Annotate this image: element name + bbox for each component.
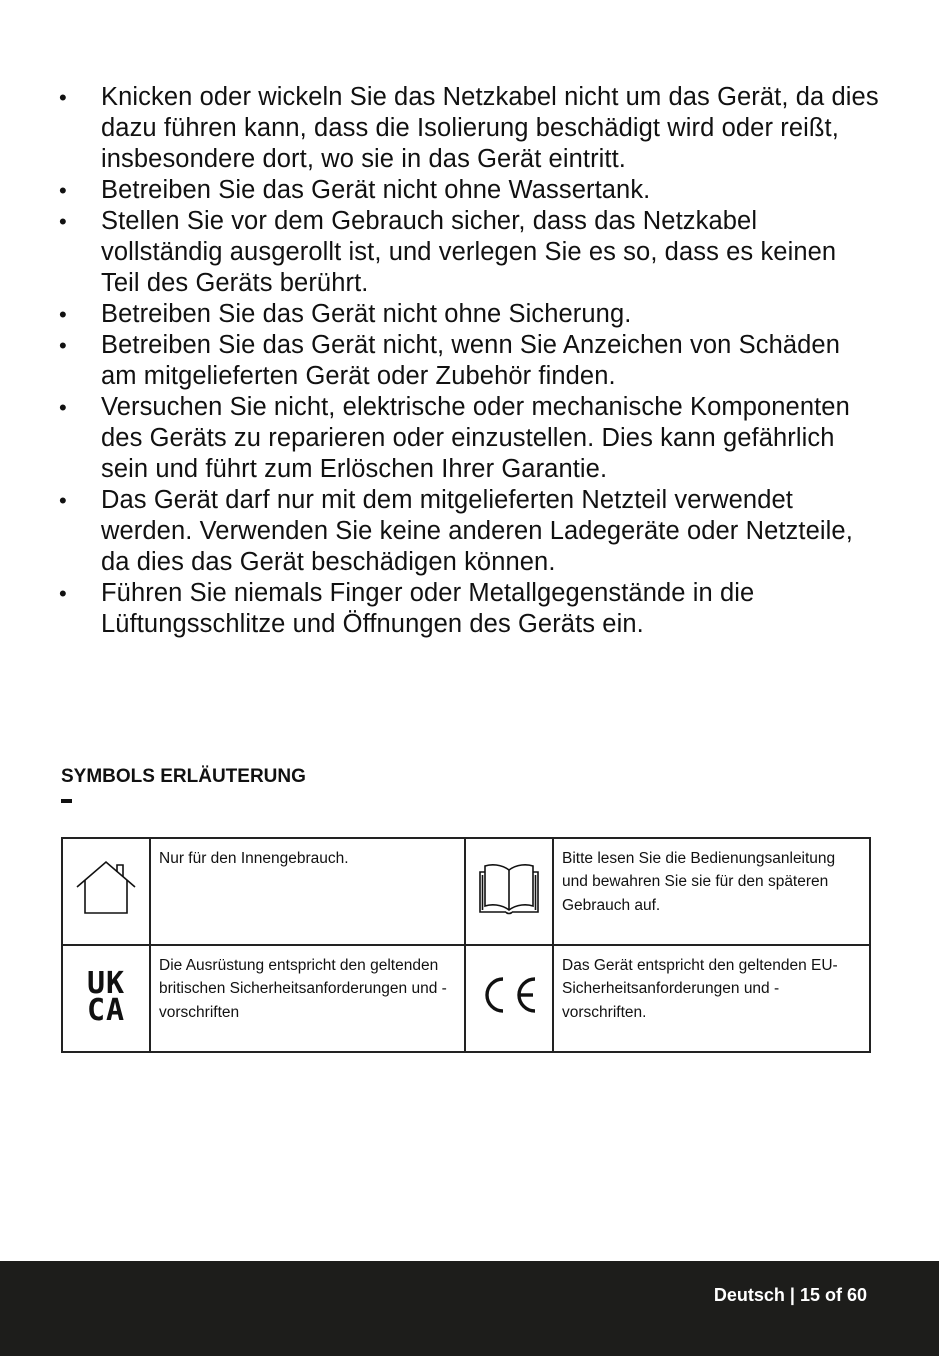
bullet-item: • Führen Sie niemals Finger oder Metallgegenstände in die Lüftungsschlitze und Öffnungen des Geräts ein. <box>59 579 755 638</box>
ce-mark-icon <box>478 975 540 1015</box>
bullet-item: • Betreiben Sie das Gerät nicht ohne Wassertank. <box>59 176 651 204</box>
ce-description: Das Gerät entspricht den geltenden EU-Sicherheitsanforderungen und -vorschriften. <box>553 945 870 1052</box>
book-icon <box>477 860 541 916</box>
section-title: SYMBOLS ERLÄUTERUNG <box>61 766 306 787</box>
title-underline-dash <box>61 799 72 803</box>
indoor-icon-cell <box>62 838 150 945</box>
ukca-description: Die Ausrüstung entspricht den geltenden britischen Sicherheitsanforderungen und -vorschriften <box>150 945 465 1052</box>
ukca-mark-top: UK <box>86 965 126 1001</box>
symbols-table <box>61 837 871 1053</box>
page-number-label: Deutsch | 15 of 60 <box>713 1285 867 1305</box>
bullet-item: • Knicken oder wickeln Sie das Netzkabel nicht um das Gerät, da dies dazu führen kann, dass die Isolierung beschädigt wird oder reißt, insbesondere dort, wo sie in das Gerät eintritt. <box>59 83 879 173</box>
ce-icon-cell <box>465 945 553 1052</box>
page-footer <box>0 1261 939 1356</box>
bullet-item: • Betreiben Sie das Gerät nicht ohne Sicherung. <box>59 300 632 328</box>
indoor-description: Nur für den Innengebrauch. <box>150 838 465 945</box>
ukca-mark-icon <box>86 965 126 1028</box>
bullet-item: • Versuchen Sie nicht, elektrische oder mechanische Komponenten des Geräts zu reparieren oder einzustellen. Dies kann gefährlich sein und führt zum Erlöschen Ihrer Garantie. <box>59 393 850 483</box>
bullet-item: • Betreiben Sie das Gerät nicht, wenn Sie Anzeichen von Schäden am mitgelieferten Gerät oder Zubehör finden. <box>59 331 840 390</box>
manual-description: Bitte lesen Sie die Bedienungsanleitung und bewahren Sie sie für den späteren Gebrauch auf. <box>553 838 870 945</box>
table-row <box>62 945 870 1052</box>
table-row <box>62 838 870 945</box>
ukca-mark-bottom: CA <box>86 992 126 1028</box>
ukca-icon-cell <box>62 945 150 1052</box>
bullet-item: • Das Gerät darf nur mit dem mitgelieferten Netzteil verwendet werden. Verwenden Sie keine anderen Ladegeräte oder Netzteile, da dies das Gerät beschädigen können. <box>59 486 853 576</box>
manual-icon-cell <box>465 838 553 945</box>
house-icon <box>75 860 137 916</box>
safety-bullet-list <box>0 82 939 640</box>
bullet-item: • Stellen Sie vor dem Gebrauch sicher, dass das Netzkabel vollständig ausgerollt ist, und verlegen Sie es so, dass es keinen Teil des Geräts berührt. <box>59 207 837 297</box>
